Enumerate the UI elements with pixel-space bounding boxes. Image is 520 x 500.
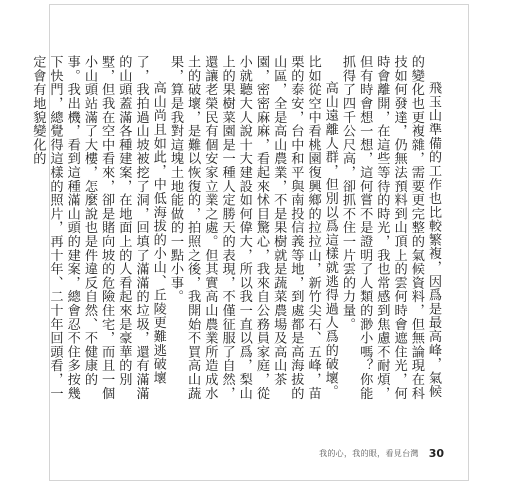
paragraph: 高山尚且如此，中低海拔的小山、丘陵更難逃破壞了，我拍過山坡被挖了洞，回填了滿滿的垃圾，還有滿滿的山頭蓋滿各種建案，在地面上的人看起來是豪華的別墅，但我在空中看來，卻是賭向坡的危險住宅，而且一個小山頭站滿了大樓，怎麼說也是件違反自然、不健康的事。我出機，看到這種滿山頭的建案，總會忍不住多按幾下快門，總覺得這樣的照片，再十年、二十年回頭看，一定會有地貌變化的 xyxy=(30,55,166,400)
body-text xyxy=(29,55,442,411)
page-number: 30 xyxy=(428,447,444,460)
paragraph: 高山遠離人群，但別以爲這樣就逃得過人爲的破壞。比如從空中看桃園復興鄉的拉拉山，新竹尖石、五峰，苗栗的泰安，台中和平與南投信義等地，到處都是高海拔的山區，全是高山農業，不是果樹就是蔬菜農場及高山茶園，密密麻麻，看起來怵目驚心，我來自公務員家庭，從小就聽大人說十大建設如何偉大，所以我一直以爲，梨山上的果樹菜園是一種人定勝天的表現，不僅征服了自然，還讓老榮民有個安家立業之處。但其實高山農業所造成水土的破壞，是難以恢復的，拍照之後，我開始不買高山蔬果，算是我對這塊土地能做的一點小事。 xyxy=(167,55,338,400)
running-title: 我的心，我的眼，看見台灣 xyxy=(319,449,419,458)
page-footer xyxy=(319,447,444,460)
book-page xyxy=(30,4,469,481)
paragraph: 飛玉山準備的工作也比較繁複，因爲是最高峰，氣候的變化也更複雜，需要更完整的氣候資料，但無論現在科技如何發達，仍無法預料到山頂上的雲何時會遮住光，何時會離開，在這些等待的時光，我也常感到焦慮不耐煩，但有時會想一想，這何嘗不是證明了人類的渺小嗎？你能抓得了四千公尺高，卻抓不住一片雲的力量。 xyxy=(339,55,441,400)
